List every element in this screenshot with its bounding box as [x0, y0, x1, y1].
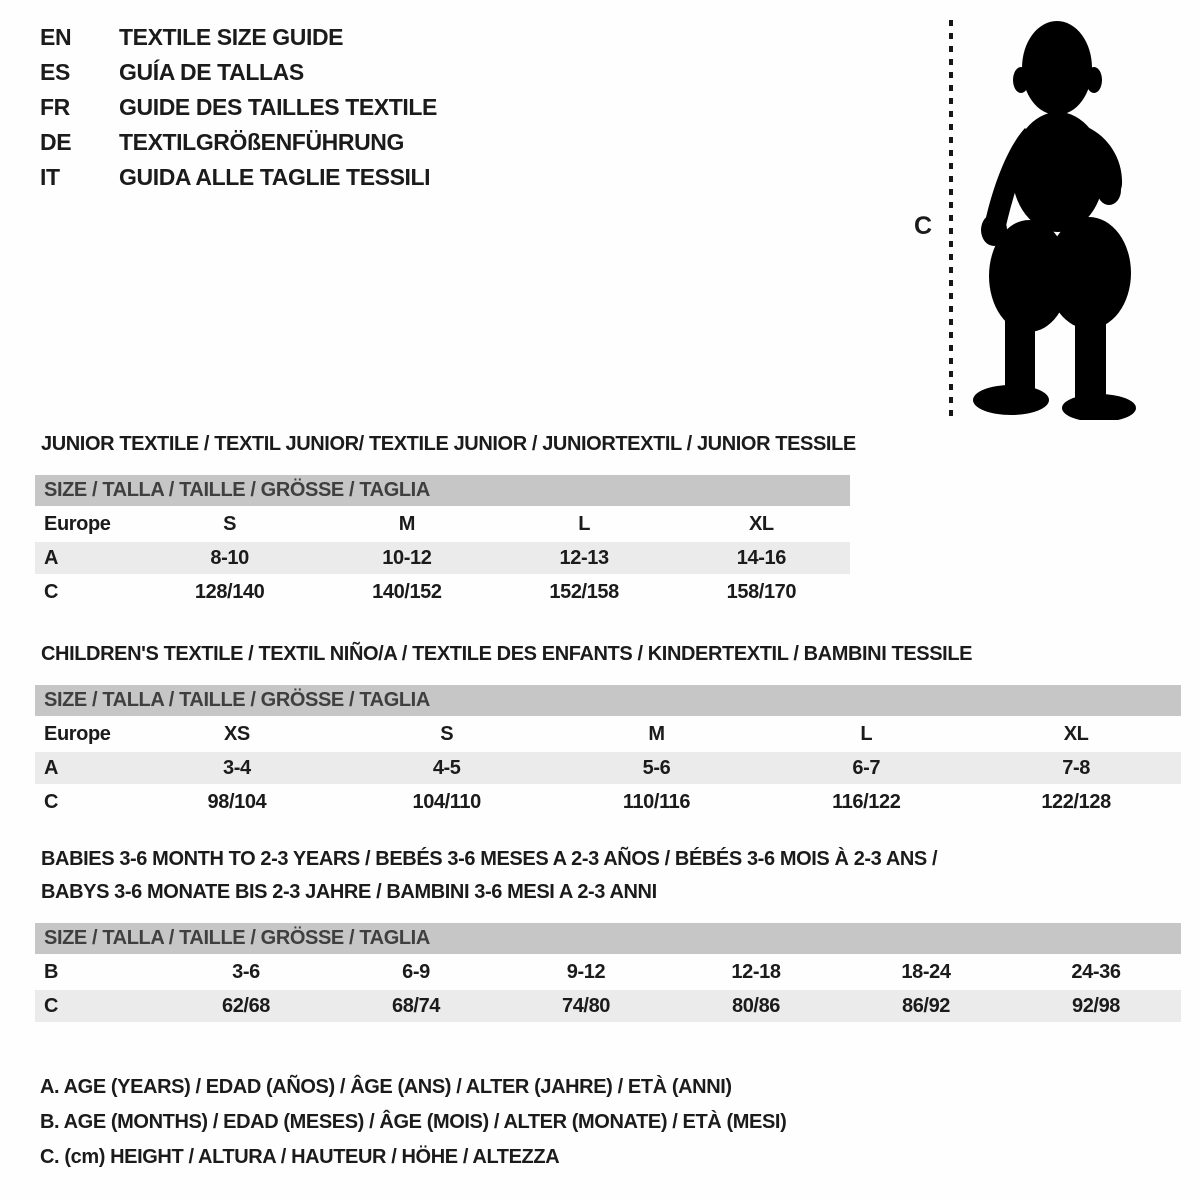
- section-title: BABIES 3-6 MONTH TO 2-3 YEARS / BEBÉS 3-6 MESES A 2-3 AÑOS / BÉBÉS 3-6 MOIS À 2-3 ANS /: [41, 848, 938, 870]
- table-row: [35, 752, 1181, 784]
- language-row: [40, 129, 437, 164]
- size-cell: XS: [223, 723, 250, 745]
- size-cell: 116/122: [832, 791, 901, 813]
- section-babies-textile: [35, 843, 1181, 1022]
- size-cell: 122/128: [1041, 791, 1111, 813]
- size-cell: 92/98: [1071, 995, 1121, 1017]
- height-measure-figure: [912, 16, 1162, 424]
- table-row: [35, 542, 850, 574]
- height-measure-label: C: [914, 212, 932, 240]
- size-cell: S: [223, 513, 237, 535]
- size-cell: 128/140: [194, 581, 265, 603]
- size-header-bar: SIZE / TALLA / TAILLE / GRÖSSE / TAGLIA: [35, 475, 850, 506]
- size-cell: 14-16: [736, 547, 786, 569]
- size-cell: 152/158: [549, 581, 619, 603]
- row-label: C: [44, 581, 59, 603]
- section-childrens-textile: [35, 638, 1181, 818]
- language-title: TEXTILGRÖßENFÜHRUNG: [119, 129, 404, 155]
- section-title: JUNIOR TEXTILE / TEXTIL JUNIOR/ TEXTILE JUNIOR / JUNIORTEXTIL / JUNIOR TESSILE: [41, 433, 856, 455]
- size-cell: 10-12: [382, 547, 432, 569]
- legend-line: A. AGE (YEARS) / EDAD (AÑOS) / ÂGE (ANS) / ALTER (JAHRE) / ETÀ (ANNI): [40, 1076, 732, 1098]
- table-row: [35, 718, 1181, 750]
- size-cell: 3-6: [232, 961, 260, 983]
- size-cell: 3-4: [223, 757, 251, 779]
- section-junior-textile: [35, 428, 856, 608]
- baby-silhouette-icon: [970, 20, 1142, 420]
- size-cell: 98/104: [207, 791, 267, 813]
- size-cell: 6-9: [402, 961, 430, 983]
- size-cell: 9-12: [566, 961, 606, 983]
- size-cell: M: [398, 513, 415, 535]
- row-label: A: [44, 547, 59, 569]
- size-cell: 12-18: [731, 961, 781, 983]
- table-row: [35, 786, 1181, 818]
- language-code: EN: [40, 24, 72, 50]
- legend-line: B. AGE (MONTHS) / EDAD (MESES) / ÂGE (MOIS) / ALTER (MONATE) / ETÀ (MESI): [40, 1111, 787, 1133]
- size-cell: 140/152: [372, 581, 442, 603]
- size-cell: 12-13: [559, 547, 609, 569]
- section-title: CHILDREN'S TEXTILE / TEXTIL NIÑO/A / TEXTILE DES ENFANTS / KINDERTEXTIL / BAMBINI TESSILE: [41, 643, 973, 665]
- table-row: [35, 956, 1181, 988]
- row-label: C: [44, 791, 59, 813]
- language-row: [40, 94, 437, 129]
- row-label: A: [44, 757, 59, 779]
- language-code: ES: [40, 59, 70, 85]
- size-cell: 8-10: [210, 547, 249, 569]
- size-cell: L: [860, 723, 873, 745]
- size-cell: 5-6: [642, 757, 671, 779]
- language-title-list: [40, 24, 437, 199]
- language-title: TEXTILE SIZE GUIDE: [119, 24, 344, 50]
- size-cell: 158/170: [726, 581, 797, 603]
- table-row: [35, 576, 850, 608]
- size-cell: 110/116: [622, 791, 691, 813]
- row-label: Europe: [44, 723, 111, 745]
- size-cell: 74/80: [561, 995, 611, 1017]
- size-header-bar: SIZE / TALLA / TAILLE / GRÖSSE / TAGLIA: [35, 923, 1181, 954]
- size-cell: L: [578, 513, 591, 535]
- height-dashed-line: [949, 20, 953, 418]
- size-cell: 4-5: [432, 757, 461, 779]
- row-label: B: [44, 961, 59, 983]
- size-cell: 62/68: [221, 995, 271, 1017]
- table-row: [35, 990, 1181, 1022]
- size-cell: 24-36: [1071, 961, 1121, 983]
- size-cell: XL: [748, 513, 774, 535]
- size-cell: M: [648, 723, 665, 745]
- legend: [40, 1070, 786, 1175]
- size-cell: 7-8: [1062, 757, 1090, 779]
- row-label: C: [44, 995, 59, 1017]
- language-row: [40, 24, 437, 59]
- language-row: [40, 164, 437, 199]
- size-cell: 18-24: [901, 961, 951, 983]
- size-cell: 104/110: [412, 791, 481, 813]
- language-code: IT: [40, 164, 60, 190]
- size-header-bar: SIZE / TALLA / TAILLE / GRÖSSE / TAGLIA: [35, 685, 1181, 716]
- language-title: GUÍA DE TALLAS: [119, 59, 304, 85]
- language-code: DE: [40, 129, 72, 155]
- size-cell: 68/74: [391, 995, 441, 1017]
- size-cell: 86/92: [901, 995, 951, 1017]
- size-cell: 80/86: [731, 995, 781, 1017]
- size-cell: 6-7: [852, 757, 881, 779]
- size-cell: XL: [1063, 723, 1089, 745]
- language-row: [40, 59, 437, 94]
- language-title: GUIDE DES TAILLES TEXTILE: [119, 94, 437, 120]
- row-label: Europe: [44, 513, 111, 535]
- table-row: [35, 508, 850, 540]
- size-cell: S: [440, 723, 454, 745]
- language-title: GUIDA ALLE TAGLIE TESSILI: [119, 164, 431, 190]
- language-code: FR: [40, 94, 70, 120]
- section-title: BABYS 3-6 MONATE BIS 2-3 JAHRE / BAMBINI 3-6 MESI A 2-3 ANNI: [41, 881, 657, 903]
- legend-line: C. (cm) HEIGHT / ALTURA / HAUTEUR / HÖHE / ALTEZZA: [40, 1146, 560, 1168]
